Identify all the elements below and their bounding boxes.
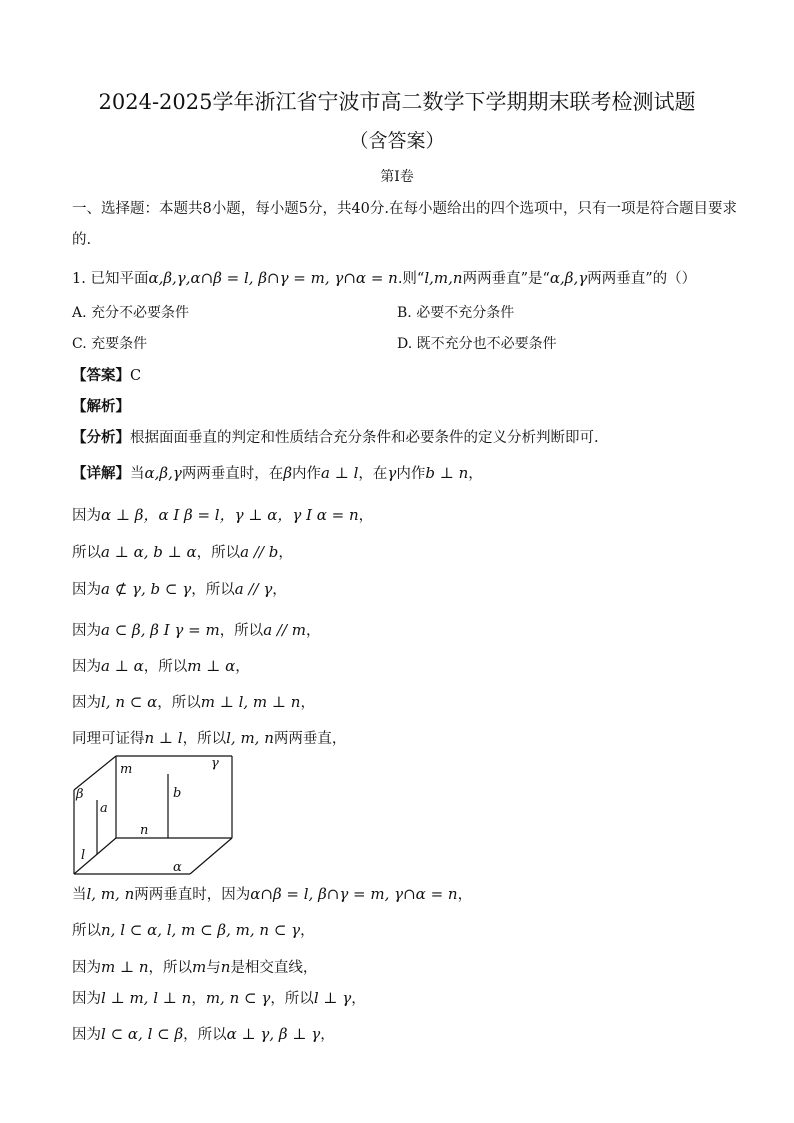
detail-line-11 bbox=[72, 956, 317, 977]
math: l ⊥ m, l ⊥ n bbox=[101, 989, 192, 1007]
text: ， bbox=[351, 991, 366, 1007]
math: m, n ⊂ γ bbox=[205, 989, 271, 1007]
page-subtitle: （含答案） bbox=[349, 130, 445, 152]
text: ，在 bbox=[358, 466, 388, 482]
text: ，所以 bbox=[191, 582, 235, 598]
text: 内作 bbox=[396, 466, 426, 482]
math: β bbox=[283, 464, 292, 482]
option-a: A. 充分不必要条件 bbox=[72, 305, 190, 321]
label-n: n bbox=[140, 823, 149, 838]
fenxi-text: 根据面面垂直的判定和性质结合充分条件和必要条件的定义分析判断即可. bbox=[130, 430, 599, 446]
text: 是相交直线， bbox=[230, 960, 318, 976]
stem-text-b: .则“ bbox=[397, 271, 425, 287]
fenxi-line bbox=[72, 426, 599, 447]
stem-text-c: 两两垂直”是“ bbox=[462, 271, 550, 287]
page-title: 2024-2025学年浙江省宁波市高二数学下学期期末联考检测试题 bbox=[98, 90, 696, 114]
text: ， bbox=[300, 923, 315, 939]
text: 因为 bbox=[72, 960, 101, 976]
stem-text-d: 两两垂直”的（） bbox=[587, 271, 697, 287]
text: 因为 bbox=[72, 582, 101, 598]
text: ， bbox=[278, 545, 293, 561]
detail-label: 【详解】 bbox=[72, 465, 130, 482]
math: m ⊥ α bbox=[187, 657, 236, 675]
math: a ⊥ α bbox=[101, 657, 144, 675]
answer-label: 【答案】 bbox=[72, 367, 130, 384]
label-a: a bbox=[100, 801, 108, 816]
math: a ⊄ γ, b ⊂ γ bbox=[101, 580, 192, 598]
text: ，所以 bbox=[270, 991, 314, 1007]
detail-line-10 bbox=[72, 919, 315, 940]
question-stem bbox=[72, 267, 696, 288]
text: 因为 bbox=[72, 991, 101, 1007]
text: 所以 bbox=[72, 923, 101, 939]
text: ，所以 bbox=[148, 960, 193, 976]
label-beta: β bbox=[76, 787, 84, 802]
stem-text-a: 1. 已知平面 bbox=[72, 271, 149, 287]
math: n ⊥ l bbox=[144, 729, 183, 747]
detail-line-4 bbox=[72, 578, 287, 599]
text: ，所以 bbox=[183, 1027, 227, 1043]
option-b: B. 必要不充分条件 bbox=[397, 305, 515, 321]
math: n, l ⊂ α, l, m ⊂ β, m, n ⊂ γ bbox=[101, 921, 301, 939]
text: 因为 bbox=[72, 659, 101, 675]
math: m bbox=[192, 958, 207, 976]
text: ， bbox=[300, 695, 315, 711]
text: ，所以 bbox=[143, 659, 188, 675]
math: a // b bbox=[240, 543, 279, 561]
math: l ⊂ α, l ⊂ β bbox=[101, 1025, 184, 1043]
text: ， bbox=[320, 1027, 335, 1043]
figure-edge bbox=[74, 756, 116, 790]
math: l, m, n bbox=[226, 729, 274, 747]
text: 所以 bbox=[72, 545, 101, 561]
math: m ⊥ l, m ⊥ n bbox=[200, 693, 301, 711]
text: 两两垂直时，因为 bbox=[134, 887, 251, 903]
detail-line-7 bbox=[72, 691, 315, 712]
label-m: m bbox=[120, 762, 133, 777]
text: 当 bbox=[130, 466, 145, 482]
text: ， bbox=[235, 659, 250, 675]
math: a // m bbox=[263, 621, 306, 639]
option-c: C. 充要条件 bbox=[72, 336, 148, 352]
label-l: l bbox=[81, 848, 86, 863]
math: l, m, n bbox=[86, 885, 135, 903]
text: 因为 bbox=[72, 695, 101, 711]
math: α ⊥ β，α I β = l，γ ⊥ α，γ I α = n bbox=[101, 506, 359, 524]
stem-math-lines: l,m,n bbox=[424, 269, 463, 287]
math: α ⊥ γ, β ⊥ γ bbox=[226, 1025, 321, 1043]
math: b ⊥ n bbox=[425, 464, 469, 482]
detail-line-13 bbox=[72, 1023, 335, 1044]
math: α,β,γ bbox=[144, 464, 182, 482]
text: ， bbox=[358, 508, 374, 524]
text: 两两垂直， bbox=[273, 731, 347, 747]
text: ， bbox=[191, 991, 206, 1007]
detail-line-6 bbox=[72, 655, 250, 676]
text: 内作 bbox=[291, 466, 321, 482]
section-intro-line1: 一、选择题：本题共8小题，每小题5分，共40分.在每小题给出的四个选项中，只有一项是符合题目要求 bbox=[72, 201, 738, 217]
fenxi-label: 【分析】 bbox=[72, 429, 130, 446]
detail-line-2 bbox=[72, 504, 373, 525]
text: 同理可证得 bbox=[72, 731, 145, 747]
text: ，所以 bbox=[196, 545, 241, 561]
answer-line bbox=[72, 364, 141, 385]
detail-line-12 bbox=[72, 987, 366, 1008]
section-intro-line2: 的. bbox=[72, 232, 92, 248]
detail-line-8 bbox=[72, 727, 346, 748]
detail-line-5 bbox=[72, 619, 321, 640]
text: ， bbox=[457, 887, 473, 903]
option-d: D. 既不充分也不必要条件 bbox=[397, 336, 557, 352]
text: ，所以 bbox=[157, 695, 201, 711]
answer-value: C bbox=[130, 368, 142, 384]
text: ， bbox=[272, 582, 287, 598]
analysis-label: 【解析】 bbox=[72, 398, 130, 415]
volume-label: 第I卷 bbox=[380, 169, 414, 185]
math: α∩β = l, β∩γ = m, γ∩α = n bbox=[250, 885, 458, 903]
math: a ⊂ β, β I γ = m bbox=[101, 621, 220, 639]
math: n bbox=[220, 958, 231, 976]
text: ，所以 bbox=[219, 623, 264, 639]
text: 因为 bbox=[72, 508, 101, 524]
text: 因为 bbox=[72, 1027, 101, 1043]
text: ， bbox=[306, 623, 321, 639]
detail-line-9 bbox=[72, 883, 472, 904]
stem-math-planes: α,β,γ,α∩β = l, β∩γ = m, γ∩α = n bbox=[148, 269, 398, 287]
text: 与 bbox=[206, 960, 221, 976]
detail-line-3 bbox=[72, 541, 293, 562]
math: l, n ⊂ α bbox=[101, 693, 158, 711]
math: a // γ bbox=[234, 580, 273, 598]
text: 因为 bbox=[72, 623, 101, 639]
text: ，所以 bbox=[182, 731, 227, 747]
label-alpha: α bbox=[173, 860, 182, 875]
math: m ⊥ n bbox=[101, 958, 149, 976]
geometry-figure bbox=[70, 752, 238, 877]
math: γ bbox=[387, 464, 397, 482]
text: 当 bbox=[72, 887, 87, 903]
math: a ⊥ α, b ⊥ α bbox=[101, 543, 197, 561]
label-gamma: γ bbox=[211, 756, 219, 771]
detail-line-1 bbox=[72, 462, 483, 483]
math: l ⊥ γ bbox=[313, 989, 352, 1007]
text: ， bbox=[468, 466, 483, 482]
stem-math-planes2: α,β,γ bbox=[549, 269, 588, 287]
label-b: b bbox=[173, 786, 182, 801]
text: 两两垂直时，在 bbox=[181, 466, 284, 482]
figure-edge bbox=[190, 838, 232, 874]
math: a ⊥ l bbox=[320, 464, 359, 482]
